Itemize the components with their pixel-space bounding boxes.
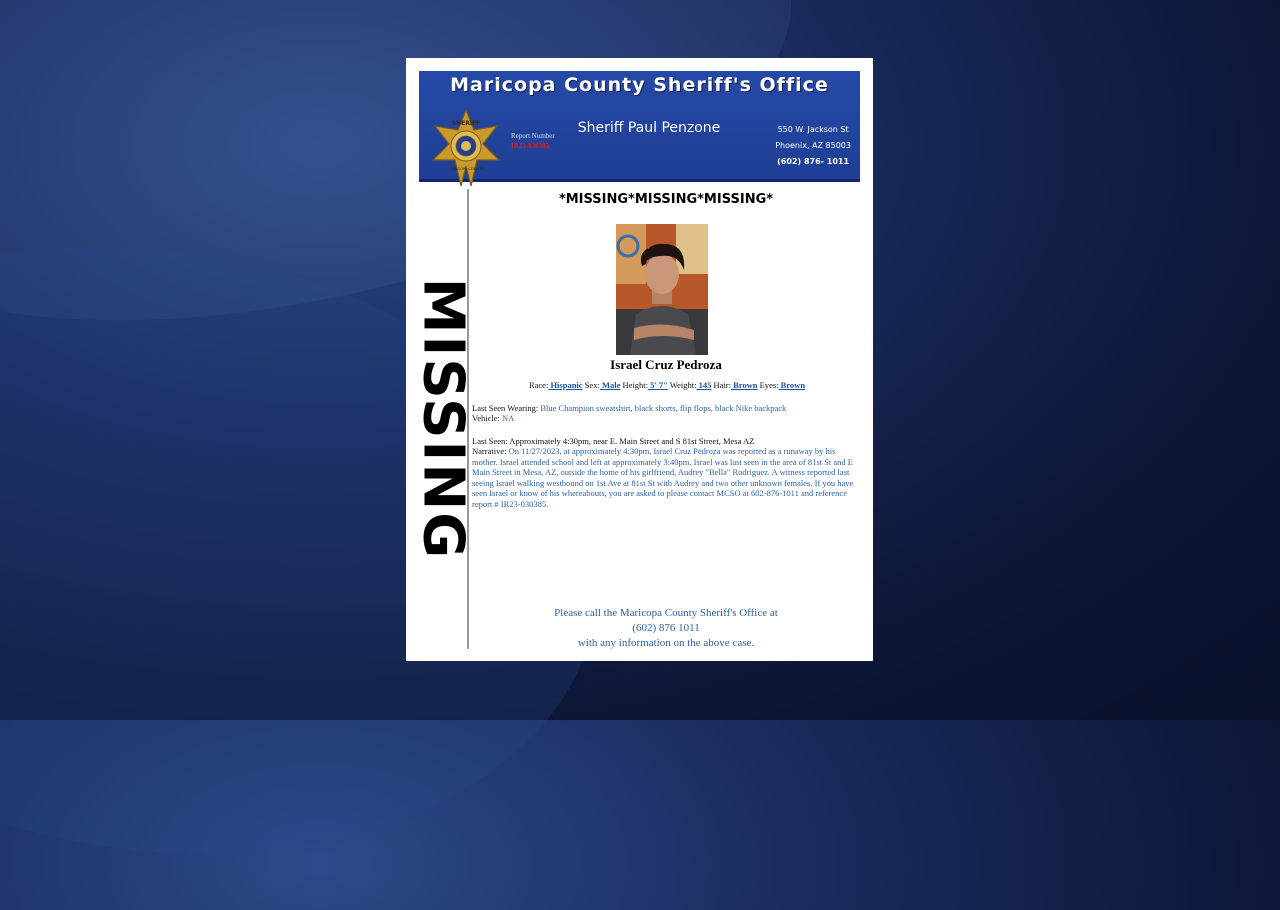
- weight-label: Weight:: [667, 380, 697, 390]
- narrative-label: Narrative:: [472, 446, 507, 456]
- race-value: Hispanic: [548, 380, 583, 390]
- address-city: Phoenix, AZ 85003: [775, 141, 851, 150]
- narrative: [472, 446, 862, 509]
- agency-title: Maricopa County Sheriff's Office: [450, 74, 829, 96]
- footer-phone: (602) 876 1011: [632, 622, 700, 634]
- eyes-label: Eyes:: [757, 380, 779, 390]
- missing-headline: *MISSING*MISSING*MISSING*: [558, 192, 774, 207]
- hair-label: Hair:: [711, 380, 731, 390]
- vertical-missing-banner: [410, 189, 476, 649]
- contact-footer: [466, 606, 866, 651]
- sheriff-name: Sheriff Paul Penzone: [577, 120, 721, 136]
- report-number-label: Report Number: [511, 132, 555, 140]
- address-street: 550 W. Jackson St: [777, 125, 849, 134]
- missing-person-photo: [616, 224, 708, 355]
- height-label: Height:: [620, 380, 648, 390]
- person-name: Israel Cruz Pedroza: [610, 357, 722, 372]
- hair-value: Brown: [730, 380, 758, 390]
- physical-descriptors: [472, 380, 862, 391]
- vehicle-label: Vehicle:: [472, 413, 500, 423]
- office-address: [775, 122, 851, 170]
- badge-text-top: SHERIFF: [451, 120, 481, 127]
- person-photo-illustration: [616, 224, 708, 355]
- wearing-label: Last Seen Wearing:: [472, 402, 539, 413]
- report-number-value: IR23-030385: [511, 142, 550, 150]
- sheriff-star-badge-icon: [429, 108, 503, 190]
- sex-value: Male: [599, 380, 621, 390]
- wearing-value: Blue Champion sweatshirt, black shorts, flip flops, black Nike backpack: [538, 402, 787, 413]
- vehicle: [472, 413, 862, 424]
- address-phone: (602) 876- 1011: [777, 157, 850, 166]
- race-label: Race:: [528, 380, 549, 390]
- eyes-value: Brown: [778, 380, 806, 390]
- vertical-missing-text: MISSING: [410, 277, 476, 561]
- last-seen-wearing: [472, 403, 862, 414]
- case-details: [472, 380, 862, 509]
- sex-label: Sex:: [582, 380, 600, 390]
- height-value: 5' 7": [647, 380, 668, 390]
- footer-line-1: Please call the Maricopa County Sheriff's Office at: [554, 607, 778, 619]
- last-seen-location: Last Seen: Approximately 4:30pm, near E. Main Street and S 81st Street, Mesa AZ: [472, 435, 755, 446]
- badge-text-bottom: MARICOPA COUNTY: [448, 167, 484, 171]
- vehicle-value: NA: [499, 413, 515, 423]
- narrative-text: On 11/27/2023, at approximately 4:30pm, Israel Cruz Pedroza was reported as a runaway by his mother. Israel attended school and left at approximately 3:40pm. Israel was last seen in the area of 81st St and E Main Street in Mesa, AZ, outside the home of his girlfriend, Audrey "Bella" Rodriguez. A witness reported last seeing Israel walking westbound on 1st Ave at 81st St with Audrey and two other unknown females. If you have seen Israel or know of his whereabouts, you are asked to please contact MCSO at 602-876-1011 and reference report # IR23-030385.: [472, 446, 854, 509]
- weight-value: 145: [696, 380, 712, 390]
- footer-line-3: with any information on the above case.: [577, 637, 755, 649]
- missing-poster: [406, 58, 873, 661]
